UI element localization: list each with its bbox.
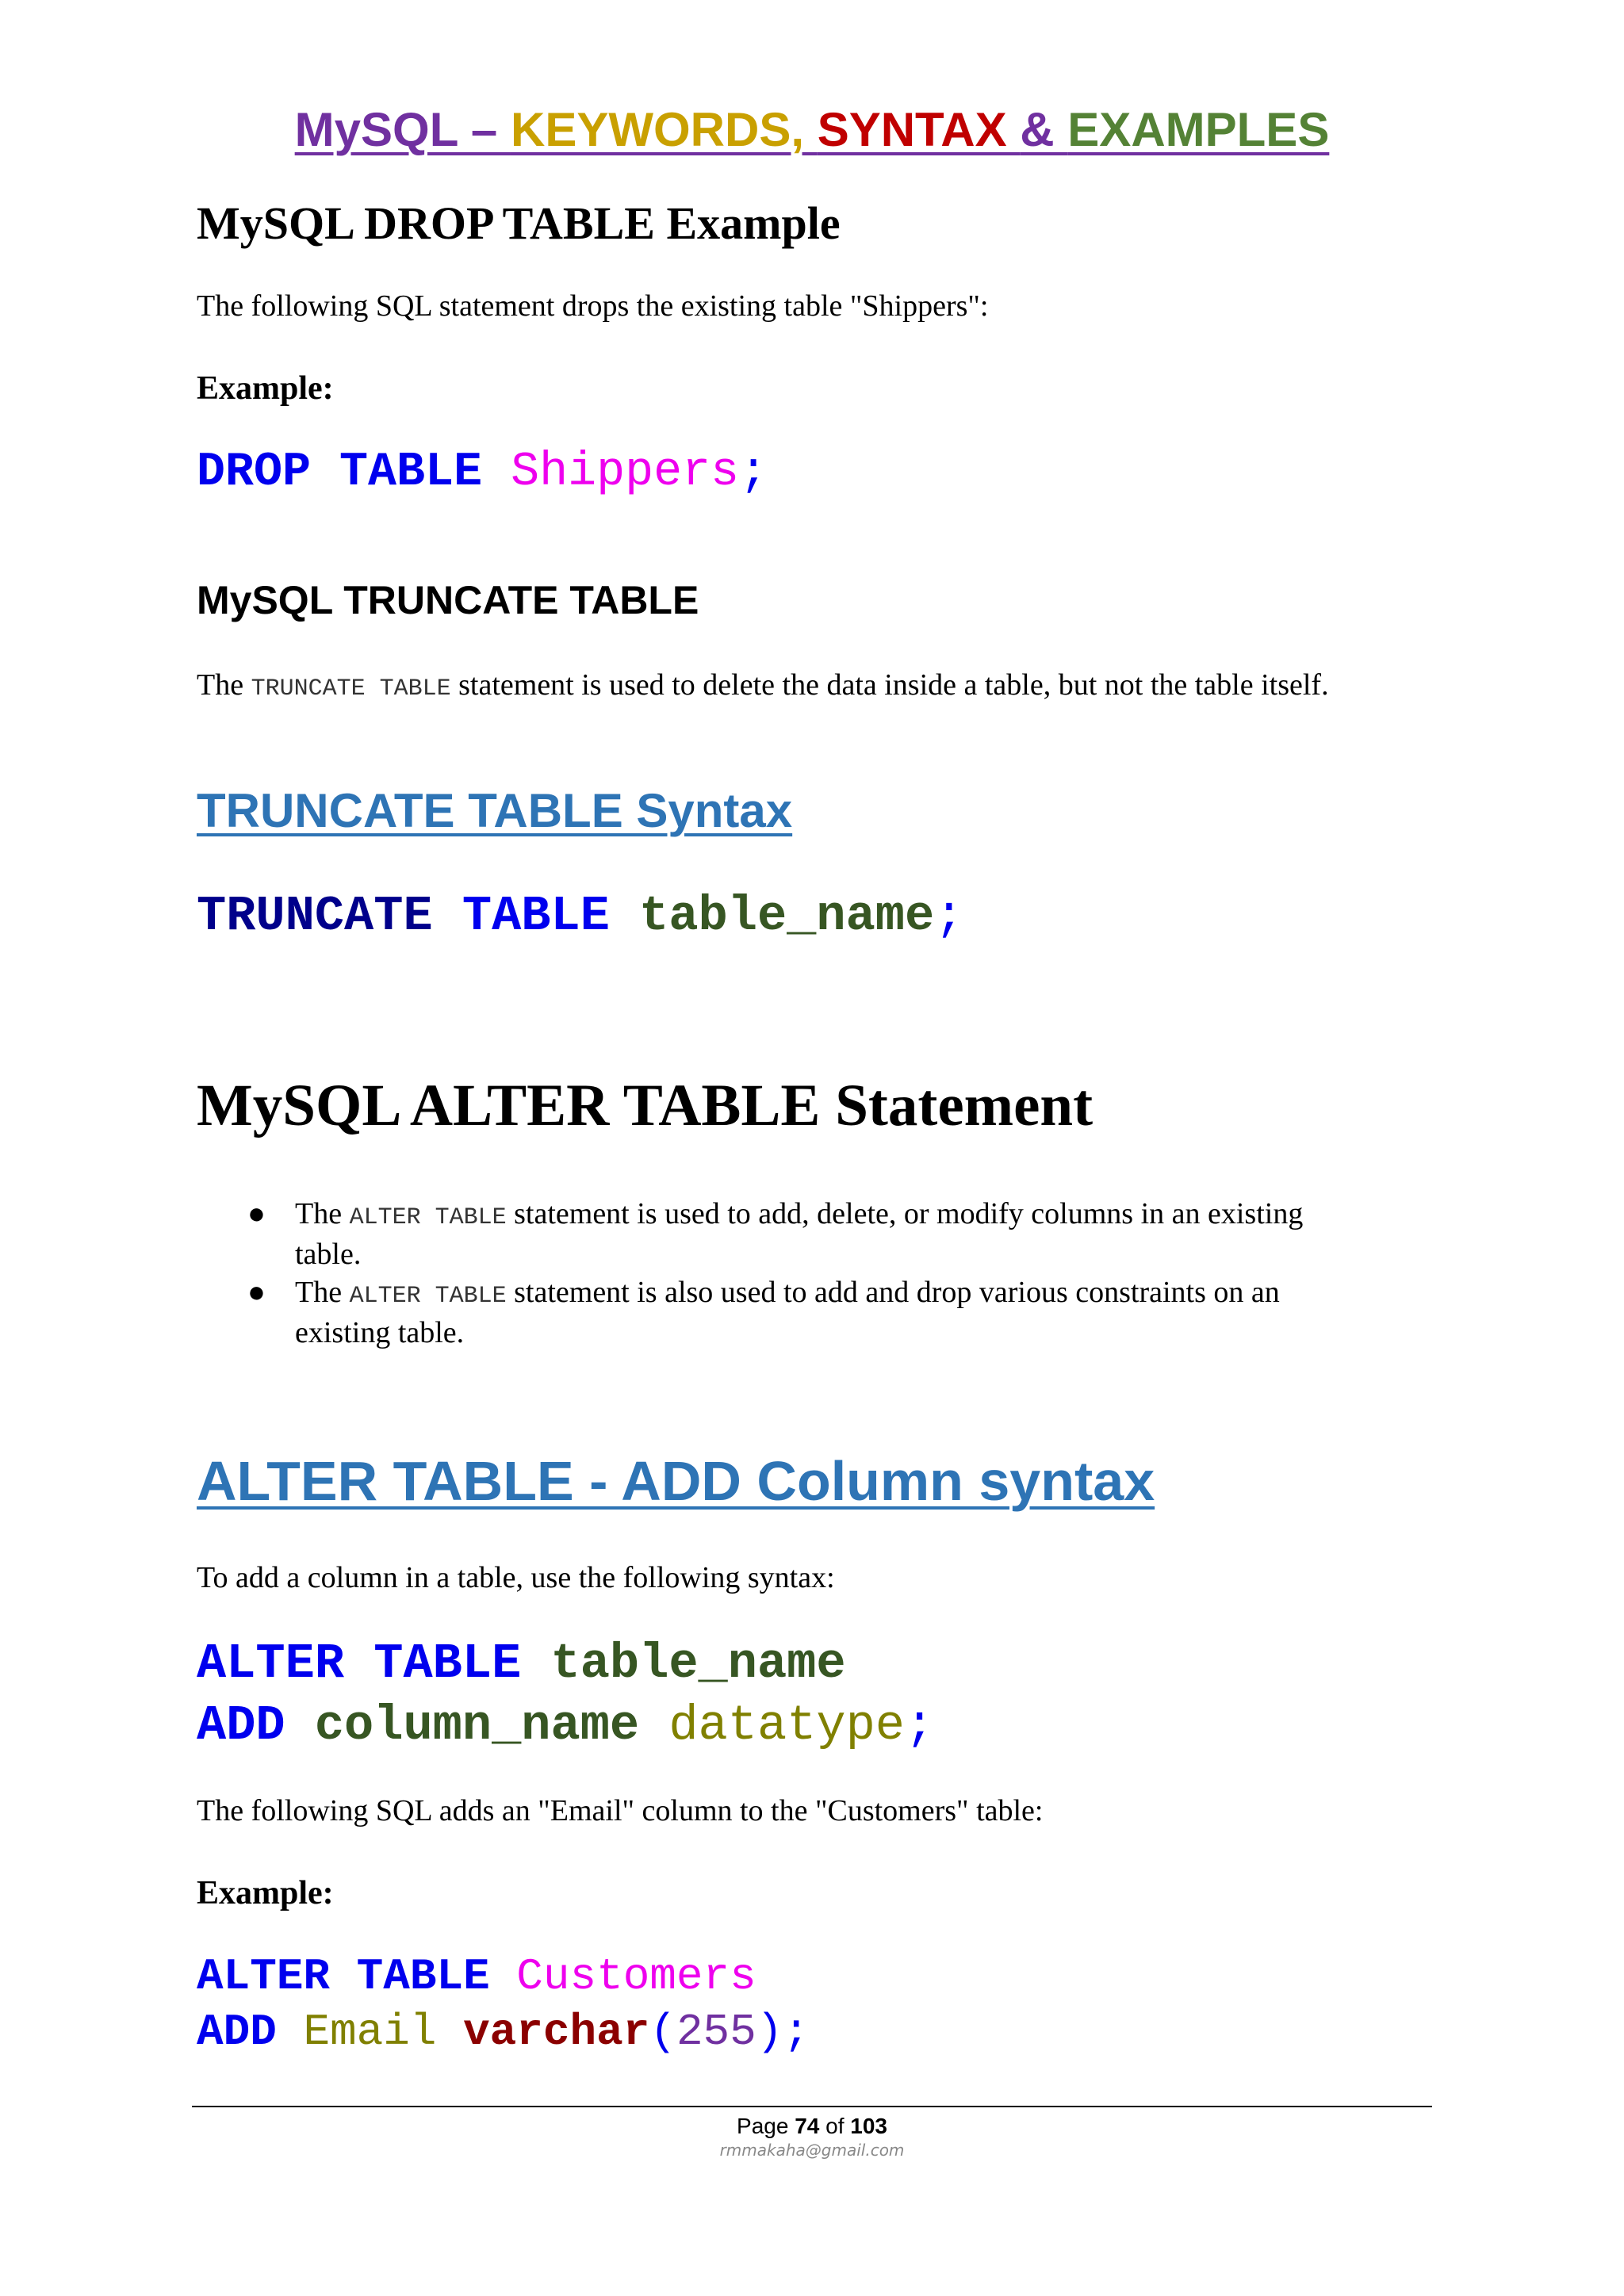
code-keyword-truncate: TRUNCATE [197,888,433,944]
add-column-example-code [197,1949,810,2060]
inline-code-truncate: TRUNCATE TABLE [251,675,451,702]
code-table-name: Shippers [511,446,740,499]
alter-table-bullets [197,1196,1405,1353]
truncate-syntax-code [197,888,963,944]
truncate-description: The TRUNCATE TABLE statement is used to delete the data inside a table, but not the table itself. [197,668,1329,702]
footer-email: rmmakaha@gmail.com [719,2141,905,2160]
code-keyword-drop: DROP [197,446,312,499]
drop-table-code [197,446,768,499]
drop-table-heading: MySQL DROP TABLE Example [197,197,841,249]
code-line: ALTER TABLE table_name [197,1636,846,1692]
document-header [0,98,1624,162]
add-column-syntax-code [197,1633,934,1757]
footer-divider [192,2106,1432,2107]
inline-code-alter: ALTER TABLE [349,1204,507,1231]
add-column-description: To add a column in a table, use the following syntax: [197,1561,835,1594]
header-mysql: MySQL – [294,103,511,156]
header-ampersand: & [1020,103,1068,156]
code-line: ADD Email varchar(255); [197,2007,810,2057]
truncate-table-heading: MySQL TRUNCATE TABLE [197,578,699,622]
page-number: Page 74 of 103 [737,2114,887,2138]
add-column-syntax-heading: ALTER TABLE - ADD Column syntax [197,1450,1155,1512]
code-semicolon: ; [934,888,964,944]
code-keyword-table: TABLE [462,888,610,944]
code-keyword-table: TABLE [339,446,483,499]
bullet-icon: ● [247,1197,266,1230]
alter-table-heading: MySQL ALTER TABLE Statement [197,1073,1094,1138]
add-column-example-label: Example: [197,1875,334,1911]
header-keywords: KEYWORDS, [510,103,818,156]
drop-example-label: Example: [197,370,334,407]
list-item: ● The ALTER TABLE statement is also used to add and drop various constraints on an existing table. [247,1276,1280,1349]
code-table-name: table_name [639,888,935,944]
code-line: ALTER TABLE Customers [197,1951,756,2002]
header-syntax: SYNTAX [817,103,1021,156]
code-semicolon: ; [739,446,768,499]
inline-code-alter: ALTER TABLE [349,1283,507,1310]
add-column-example-description: The following SQL adds an "Email" column to the "Customers" table: [197,1794,1044,1827]
header-examples: EXAMPLES [1067,103,1330,156]
drop-table-description: The following SQL statement drops the existing table "Shippers": [197,289,989,323]
truncate-syntax-heading: TRUNCATE TABLE Syntax [197,784,793,837]
list-item: ● The ALTER TABLE statement is used to add, delete, or modify columns in an existing table. [247,1197,1304,1271]
code-line: ADD column_name datatype; [197,1697,935,1754]
bullet-icon: ● [247,1276,266,1309]
